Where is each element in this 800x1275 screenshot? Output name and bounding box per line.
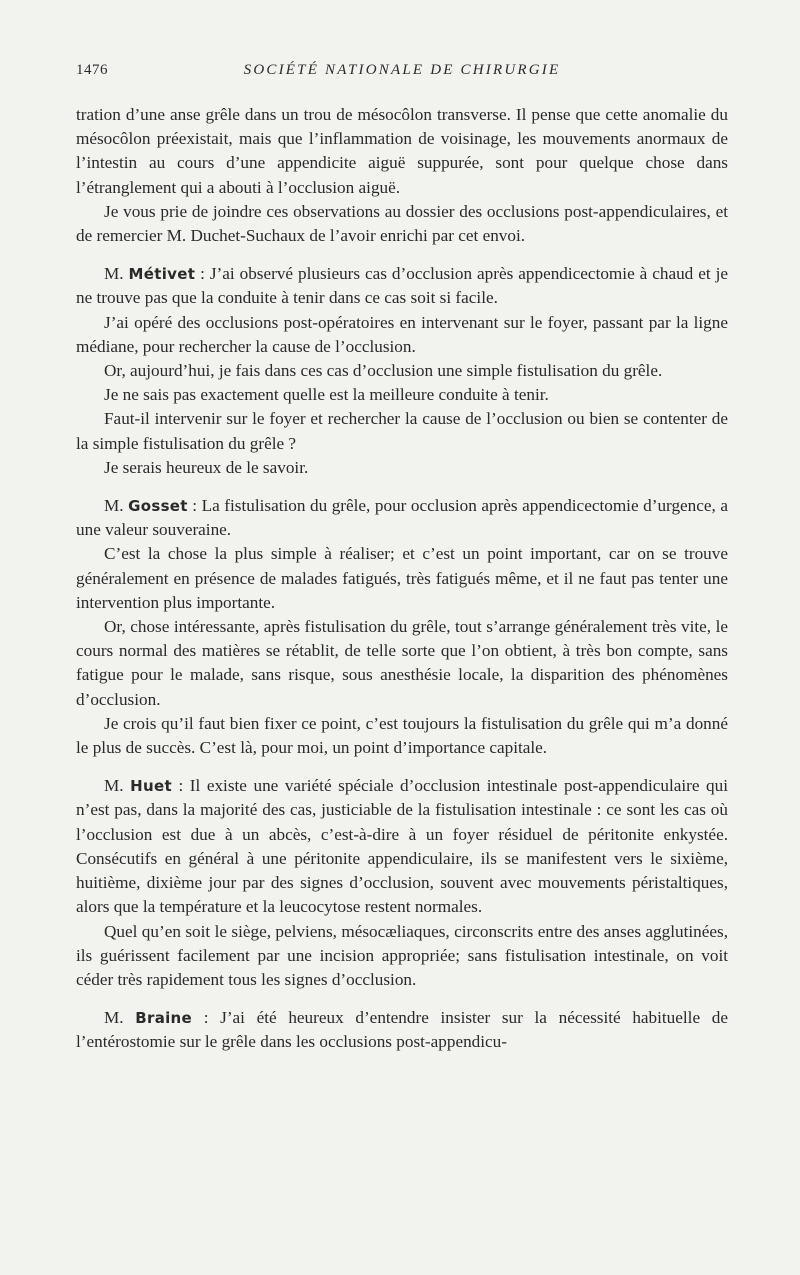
speaker-prefix: M. bbox=[104, 264, 129, 284]
paragraph: Quel qu’en soit le siège, pelviens, mésocæliaques, circonscrits entre des anses agglutinées, ils guérissent facilement par une incision appropriée; sans fistulisation intestinale, on voit céder très rapidement tous les signes d’occlusion. bbox=[76, 921, 728, 989]
speaker-prefix: M. bbox=[104, 496, 129, 516]
body-text bbox=[76, 103, 728, 1055]
page-header bbox=[76, 62, 728, 84]
paragraph: tration d’une anse grêle dans un trou de mésocôlon transverse. Il pense que cette anomalie du mésocôlon préexistait, mais que l’inflammation de voisinage, les mouvements anormaux de l’intestin au cours d’une appendicite aiguë suppurée, sont pour quelque chose dans l’étranglement qui a abouti à l’occlusion aiguë. bbox=[76, 105, 728, 197]
paragraph: J’ai opéré des occlusions post-opératoires en intervenant sur le foyer, passant par la ligne médiane, pour rechercher la cause de l’occlusion. bbox=[76, 312, 728, 356]
speech-text: : J’ai été heureux d’entendre insister sur la nécessité habituelle de l’entérostomie sur le grêle dans les occlusions post-appendicu- bbox=[76, 1008, 728, 1052]
speaker-name: Braine bbox=[135, 1009, 193, 1028]
speech-text: : J’ai observé plusieurs cas d’occlusion après appendicectomie à chaud et je ne trouve pas que la conduite à tenir dans ce cas soit si facile. bbox=[76, 264, 728, 308]
speech-metivet bbox=[76, 262, 728, 310]
paragraph: Faut-il intervenir sur le foyer et rechercher la cause de l’occlusion ou bien se contenter de la simple fistulisation du grêle ? bbox=[76, 409, 728, 453]
running-title: SOCIÉTÉ NATIONALE DE CHIRURGIE bbox=[243, 62, 561, 78]
speaker-prefix: M. bbox=[104, 1008, 136, 1028]
paragraph: Or, chose intéressante, après fistulisation du grêle, tout s’arrange généralement très vite, le cours normal des matières se rétablit, de telle sorte que l’on obtient, à très bon compte, sans fatigue pour le malade, sans risque, sous anesthésie locale, la disparition des phénomènes d’occlusion. bbox=[76, 617, 728, 709]
speech-braine bbox=[76, 1006, 728, 1054]
paragraph: Or, aujourd’hui, je fais dans ces cas d’occlusion une simple fistulisation du grêle. bbox=[104, 361, 663, 381]
paragraph: Je vous prie de joindre ces observations au dossier des occlusions post-appendiculaires, et de remercier M. Duchet-Suchaux de l’avoir enrichi par cet envoi. bbox=[76, 201, 728, 246]
speech-text: : La fistulisation du grêle, pour occlusion après appendicectomie d’urgence, a une valeur souveraine. bbox=[76, 496, 728, 540]
paragraph: Je serais heureux de le savoir. bbox=[104, 457, 309, 477]
speaker-name: Métivet bbox=[128, 265, 196, 284]
speech-huet bbox=[76, 774, 728, 919]
speech-gosset bbox=[76, 494, 728, 542]
page-number: 1476 bbox=[76, 62, 108, 78]
paragraph: Je ne sais pas exactement quelle est la meilleure conduite à tenir. bbox=[104, 385, 549, 405]
speaker-prefix: M. bbox=[104, 776, 131, 796]
speech-text: : Il existe une variété spéciale d’occlusion intestinale post-appendiculaire qui n’est pas, dans la majorité des cas, justiciable de la fistulisation intestinale : ce sont les cas où l’occlusion est due à un abcès, c’est-à-dire à un foyer résiduel de péritonite enkystée. Consécutifs en général à une péritonite appendiculaire, ils se manifestent vers le sixième, huitième, dixième jour par des signes d’occlusion, souvent avec mouvements péristaltiques, alors que la température et la leucocytose restent normales. bbox=[76, 776, 728, 917]
paragraph: C’est la chose la plus simple à réaliser; et c’est un point important, car on se trouve généralement en présence de malades fatigués, très fatigués même, et il ne faut pas tenter une intervention plus importante. bbox=[76, 544, 728, 612]
speaker-name: Gosset bbox=[128, 497, 188, 516]
paragraph: Je crois qu’il faut bien fixer ce point, c’est toujours la fistulisation du grêle qui m’a donné le plus de succès. C’est là, pour moi, un point d’importance capitale. bbox=[76, 713, 728, 758]
speaker-name: Huet bbox=[130, 777, 172, 796]
